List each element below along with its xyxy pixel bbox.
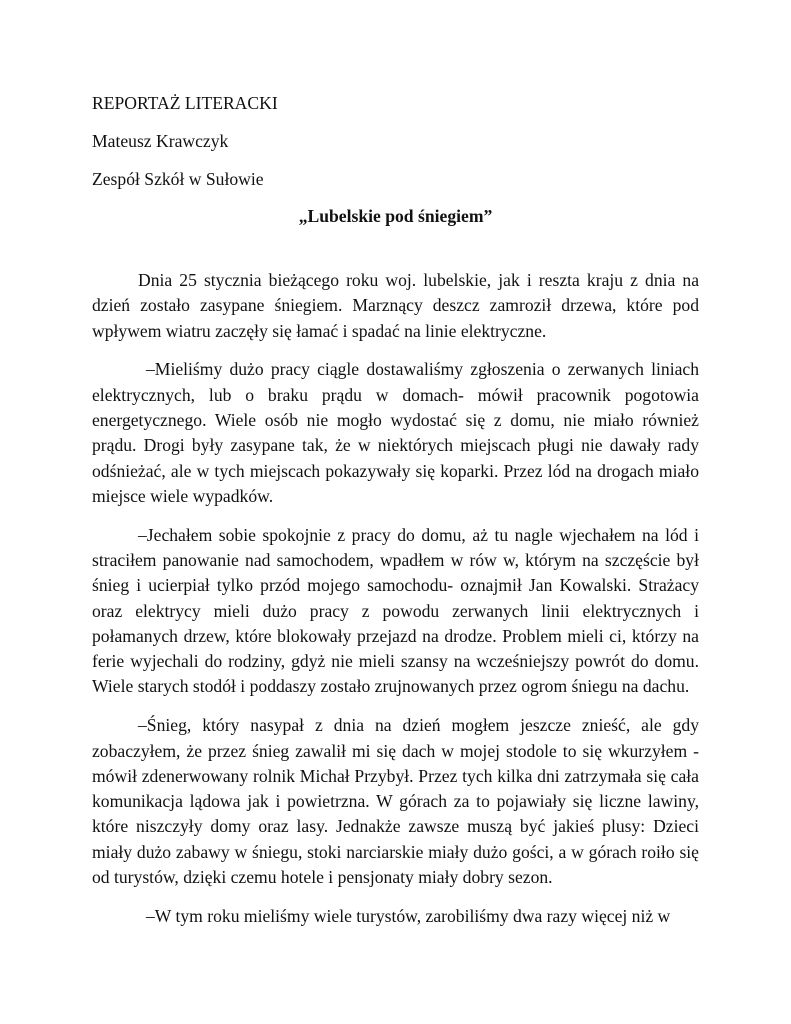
- paragraph: –Jechałem sobie spokojnie z pracy do domu, aż tu nagle wjechałem na lód i straciłem panowanie nad samochodem, wpadłem w rów w, którym na szczęście był śnieg i ucierpiał tylko przód mojego samochodu- oznajmił Jan Kowalski. Strażacy oraz elektrycy mieli dużo pracy z powodu zerwanych linii elektrycznych i połamanych drzew, które blokowały przejazd na drodze. Problem mieli ci, którzy na ferie wyjechali do rodziny, gdyż nie mieli szansy na wcześniejszy powrót do domu. Wiele starych stodół i poddaszy zostało zrujnowanych przez ogrom śniegu na dachu.: [92, 524, 699, 697]
- paragraph: –W tym roku mieliśmy wiele turystów, zarobiliśmy dwa razy więcej niż w: [146, 905, 671, 926]
- school-name: Zespół Szkół w Sułowie: [92, 169, 264, 189]
- paragraph: Dnia 25 stycznia bieżącego roku woj. lubelskie, jak i reszta kraju z dnia na dzień zostało zasypane śniegiem. Marznący deszcz zamroził drzewa, które pod wpływem wiatru zaczęły się łamać i spadać na linie elektryczne.: [92, 270, 699, 341]
- document-type-label: REPORTAŻ LITERACKI: [92, 93, 278, 113]
- paragraph: –Śnieg, który nasypał z dnia na dzień mogłem jeszcze znieść, ale gdy zobaczyłem, że przez śnieg zawalił mi się dach w mojej stodole to się wkurzyłem - mówił zdenerwowany rolnik Michał Przybył. Przez tych kilka dni zatrzymała się cała komunikacja lądowa jak i powietrzna. W górach za to pojawiały się liczne lawiny, które niszczyły domy oraz lasy. Jednakże zawsze muszą być jakieś plusy: Dzieci miały dużo zabawy w śniegu, stoki narciarskie miały dużo gości, a w górach roiło się od turystów, dzięki czemu hotele i pensjonaty miały dobry sezon.: [92, 715, 699, 888]
- article-body: [92, 268, 699, 943]
- article-title: „Lubelskie pod śniegiem”: [298, 206, 493, 226]
- author-name: Mateusz Krawczyk: [92, 131, 229, 151]
- paragraph: –Mieliśmy dużo pracy ciągle dostawaliśmy zgłoszenia o zerwanych liniach elektrycznych, lub o braku prądu w domach- mówił pracownik pogotowia energetycznego. Wiele osób nie mogło wydostać się z domu, nie miało również prądu. Drogi były zasypane tak, że w niektórych miejscach pługi nie dawały rady odśnieżać, ale w tych miejscach pokazywały się koparki. Przez lód na drogach miało miejsce wiele wypadków.: [92, 359, 699, 506]
